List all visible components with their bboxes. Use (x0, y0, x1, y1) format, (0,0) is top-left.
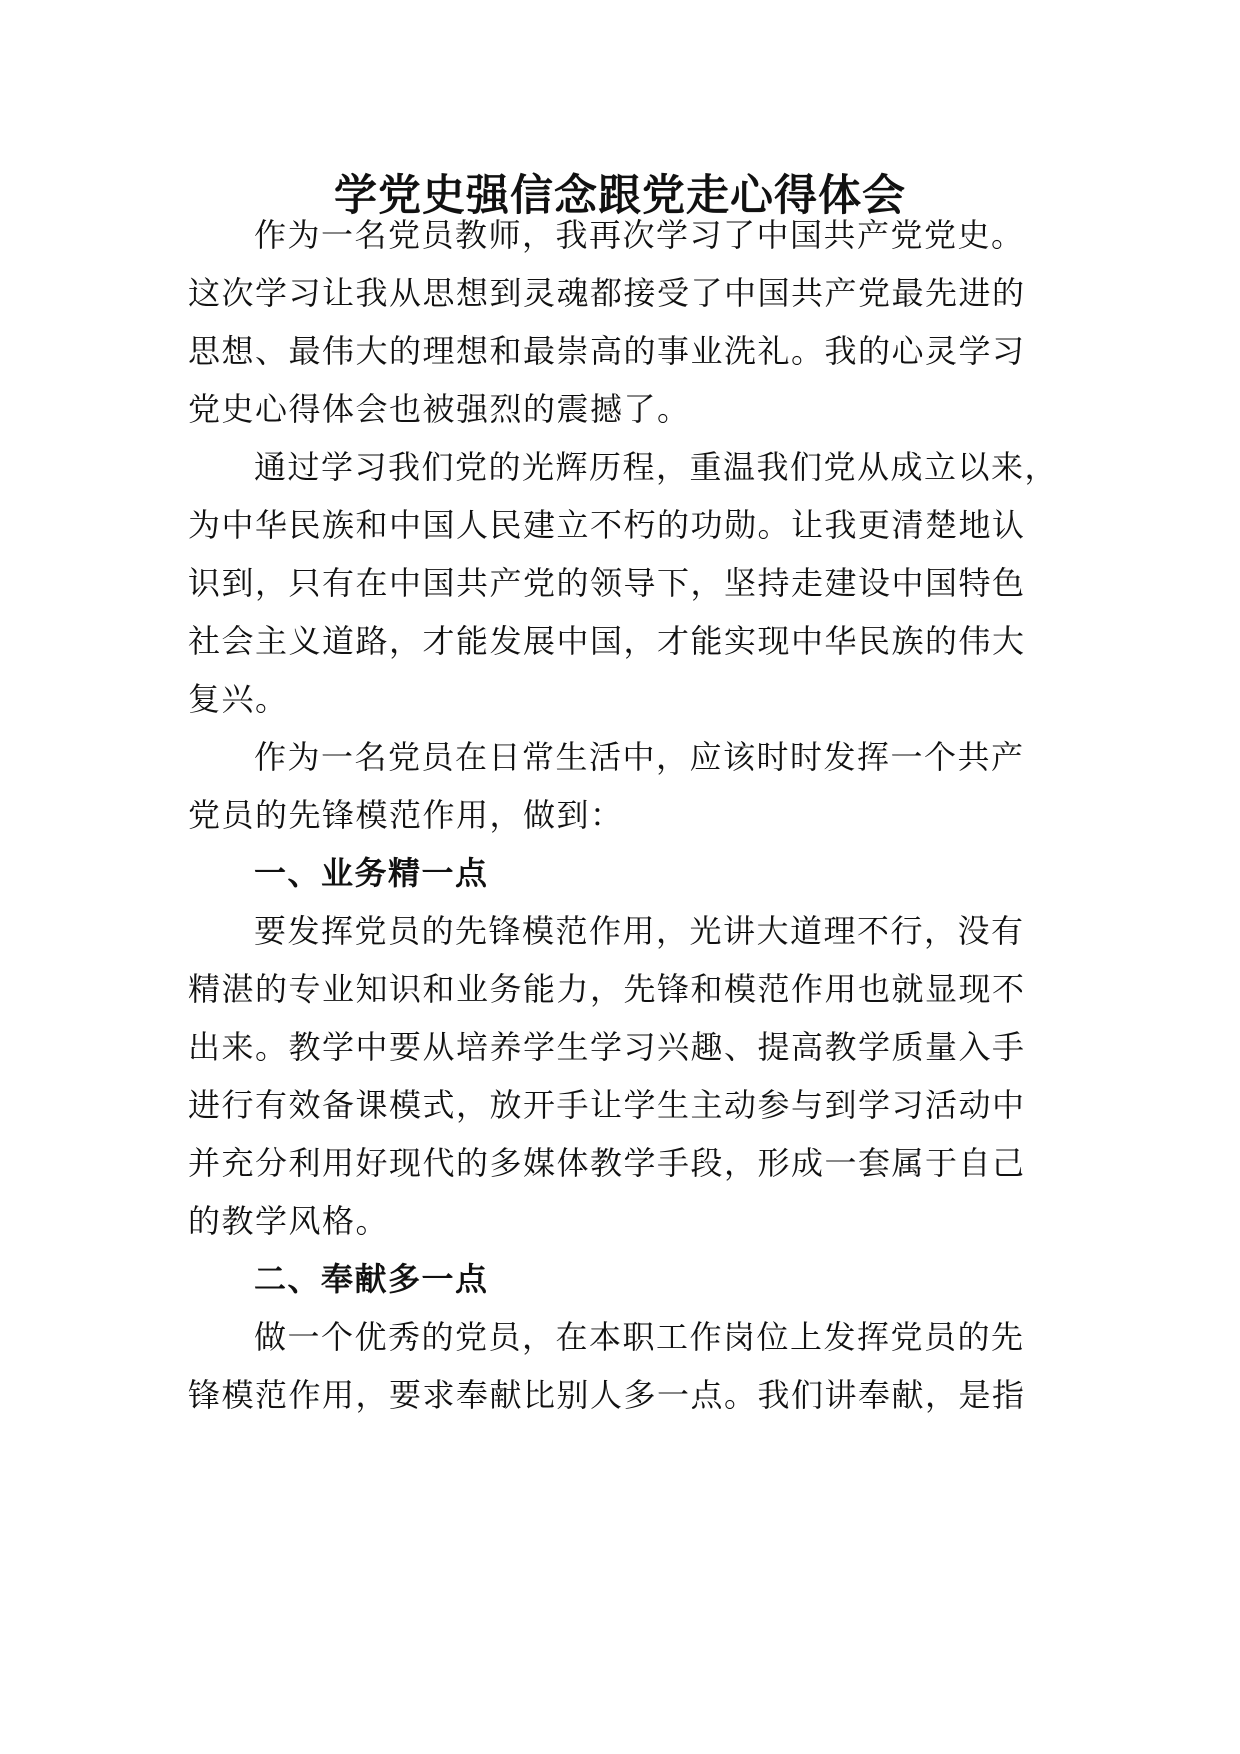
paragraph-line: 党史心得体会也被强烈的震撼了。 (188, 390, 691, 428)
paragraph-line: 进行有效备课模式，放开手让学生主动参与到学习活动中 (188, 1086, 1026, 1124)
section-heading: 二、奉献多一点 (254, 1260, 489, 1298)
paragraph-line: 社会主义道路，才能发展中国，才能实现中华民族的伟大 (188, 622, 1026, 660)
paragraph-line: 通过学习我们党的光辉历程，重温我们党从成立以来， (254, 448, 1059, 486)
paragraph-line: 要发挥党员的先锋模范作用，光讲大道理不行，没有 (254, 912, 1025, 950)
document-title: 学党史强信念跟党走心得体会 (334, 171, 906, 221)
paragraph-line: 做一个优秀的党员，在本职工作岗位上发挥党员的先 (254, 1318, 1025, 1356)
paragraph-line: 出来。教学中要从培养学生学习兴趣、提高教学质量入手 (188, 1028, 1026, 1066)
paragraph-line: 作为一名党员教师，我再次学习了中国共产党党史。 (254, 216, 1025, 254)
paragraph-line: 的教学风格。 (188, 1202, 390, 1240)
paragraph-line: 锋模范作用，要求奉献比别人多一点。我们讲奉献，是指 (188, 1376, 1026, 1414)
paragraph-line: 复兴。 (188, 680, 289, 718)
paragraph-line: 并充分利用好现代的多媒体教学手段，形成一套属于自己 (188, 1144, 1026, 1182)
paragraph-line: 识到，只有在中国共产党的领导下，坚持走建设中国特色 (188, 564, 1026, 602)
paragraph-line: 为中华民族和中国人民建立不朽的功勋。让我更清楚地认 (188, 506, 1026, 544)
paragraph-line: 作为一名党员在日常生活中，应该时时发挥一个共产 (254, 738, 1025, 776)
section-heading: 一、业务精一点 (254, 854, 489, 892)
paragraph-line: 党员的先锋模范作用，做到： (188, 796, 624, 834)
paragraph-line: 这次学习让我从思想到灵魂都接受了中国共产党最先进的 (188, 274, 1026, 312)
paragraph-line: 思想、最伟大的理想和最崇高的事业洗礼。我的心灵学习 (188, 332, 1026, 370)
paragraph-line: 精湛的专业知识和业务能力，先锋和模范作用也就显现不 (188, 970, 1026, 1008)
